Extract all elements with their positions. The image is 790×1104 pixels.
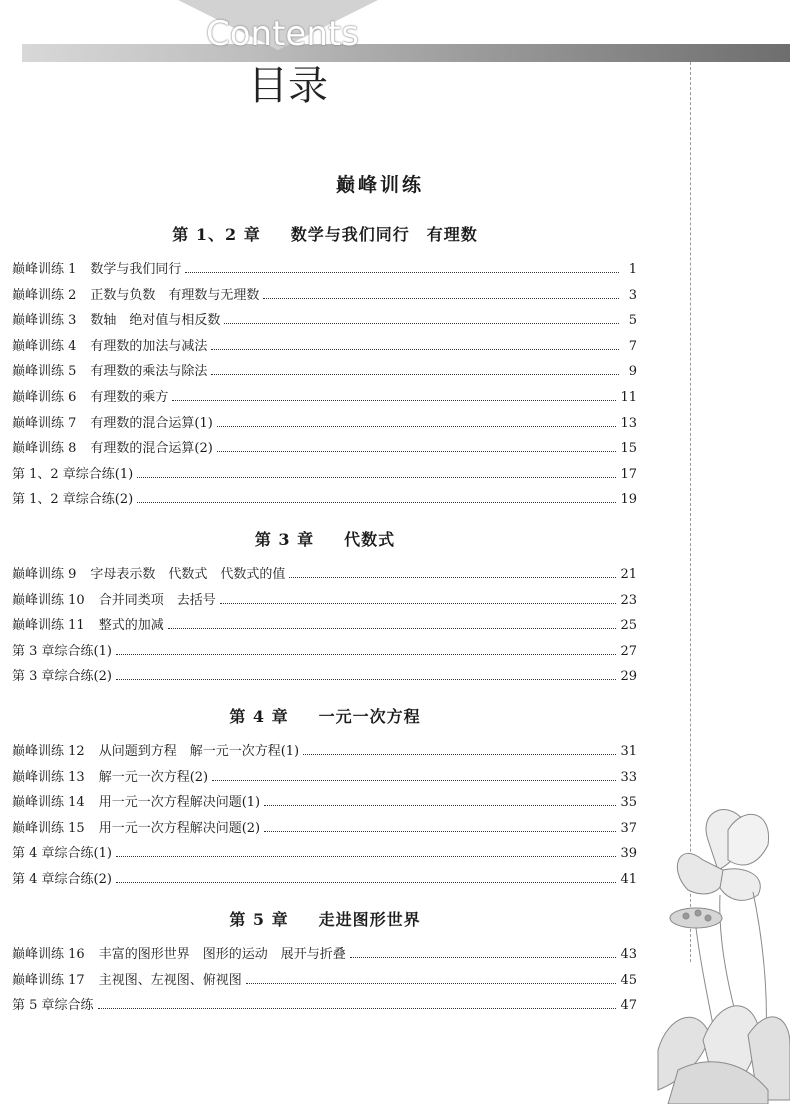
toc-entry-label: 巅峰训练 7: [12, 415, 77, 431]
chapter-name: 走进图形世界: [318, 910, 421, 929]
toc-entry[interactable]: [12, 665, 637, 687]
chapter-number: 第 5 章: [229, 910, 289, 929]
chapter-heading: [0, 222, 650, 245]
toc-page-number: 3: [628, 287, 637, 303]
toc-page-number: 5: [628, 313, 637, 329]
header-bar: [22, 44, 790, 62]
toc-entry[interactable]: [12, 740, 637, 762]
chapter-heading: [0, 704, 650, 727]
toc-entry[interactable]: [12, 284, 637, 306]
toc-entry-topic: 有理数的混合运算(1): [90, 415, 213, 431]
toc-entry-topic: 正数与负数 有理数与无理数: [90, 287, 260, 303]
toc-page-number: 41: [620, 872, 637, 887]
toc-leader-dots: [217, 425, 617, 427]
toc-entry-label: 巅峰训练 10: [12, 592, 85, 608]
toc-leader-dots: [137, 476, 616, 478]
toc-page-number: 19: [620, 492, 637, 508]
toc-page-number: 15: [620, 441, 637, 457]
toc-entry[interactable]: [12, 589, 637, 611]
toc-page-number: 13: [620, 415, 637, 431]
toc-page-number: 17: [620, 466, 637, 482]
toc-entry-topic: 丰富的图形世界 图形的运动 展开与折叠: [98, 947, 346, 962]
toc-leader-dots: [98, 1007, 617, 1009]
toc-entry[interactable]: [12, 463, 637, 485]
toc-leader-dots: [211, 348, 619, 350]
toc-leader-dots: [116, 881, 617, 883]
toc-entry-label: 第 5 章综合练: [12, 998, 94, 1014]
toc-entry-label: 第 3 章综合练(1): [12, 643, 112, 659]
toc-page-number: 7: [628, 338, 637, 354]
toc-leader-dots: [303, 753, 616, 755]
toc-leader-dots: [116, 678, 617, 680]
toc-leader-dots: [217, 450, 617, 452]
toc-entry[interactable]: [12, 817, 637, 839]
toc-entry[interactable]: [12, 640, 637, 662]
toc-page-number: 9: [628, 364, 637, 380]
toc-entry[interactable]: [12, 335, 637, 357]
toc-entry-label: 巅峰训练 13: [12, 769, 85, 785]
page-title: 目录: [248, 63, 328, 109]
toc-page-number: 43: [620, 947, 637, 962]
chapter-number: 第 4 章: [229, 707, 289, 726]
toc-entry-label: 第 1、2 章综合练(2): [12, 492, 134, 508]
toc-leader-dots: [137, 501, 616, 503]
toc-entry[interactable]: [12, 258, 637, 280]
toc-entry[interactable]: [12, 412, 637, 434]
lotus-illustration-icon: [648, 800, 790, 1104]
toc-leader-dots: [264, 804, 616, 806]
toc-entry-label: 巅峰训练 15: [12, 820, 85, 836]
toc-entry[interactable]: [12, 791, 637, 813]
toc-entry-topic: 用一元一次方程解决问题(1): [98, 795, 261, 811]
toc-entry-label: 第 4 章综合练(2): [12, 872, 112, 887]
toc-entry-topic: 从问题到方程 解一元一次方程(1): [98, 744, 300, 759]
toc-entry-topic: 数学与我们同行: [90, 262, 182, 277]
toc-entry-topic: 有理数的混合运算(2): [90, 441, 213, 457]
toc-entry-topic: 有理数的乘方: [90, 390, 169, 405]
toc-entry-topic: 主视图、左视图、俯视图: [98, 972, 242, 988]
toc-entry[interactable]: [12, 868, 637, 890]
toc-page-number: 45: [620, 972, 637, 988]
toc-entry[interactable]: [12, 994, 637, 1016]
toc-page-number: 39: [620, 846, 637, 862]
toc-leader-dots: [116, 855, 617, 857]
toc-leader-dots: [212, 779, 616, 781]
toc-entry-label: 巅峰训练 3: [12, 313, 77, 329]
toc-leader-dots: [350, 956, 617, 958]
toc-page-number: 47: [620, 998, 637, 1014]
toc-entry-topic: 有理数的乘法与除法: [90, 364, 208, 380]
toc-entry-label: 巅峰训练 14: [12, 795, 85, 811]
toc-entry-topic: 数轴 绝对值与相反数: [90, 313, 221, 329]
toc-entry-topic: 合并同类项 去括号: [98, 592, 216, 608]
toc-entry-topic: 解一元一次方程(2): [98, 769, 209, 785]
toc-entry[interactable]: [12, 614, 637, 636]
toc-page-number: 1: [628, 262, 637, 277]
chapter-number: 第 3 章: [254, 530, 315, 549]
toc-leader-dots: [263, 297, 619, 299]
toc-leader-dots: [220, 602, 617, 604]
toc-page-number: 23: [620, 592, 637, 608]
toc-entry[interactable]: [12, 969, 637, 991]
toc-leader-dots: [116, 653, 617, 655]
toc-entry-label: 巅峰训练 9: [12, 567, 77, 582]
toc-entry-label: 巅峰训练 8: [12, 441, 77, 457]
toc-page-number: 29: [620, 669, 637, 685]
chapter-name: 代数式: [344, 530, 396, 549]
section-title: 巅峰训练: [335, 174, 424, 196]
toc-entry-label: 第 4 章综合练(1): [12, 846, 112, 862]
toc-entry-label: 巅峰训练 6: [12, 390, 77, 405]
toc-entry[interactable]: [12, 360, 637, 382]
toc-entry-label: 巅峰训练 1: [12, 262, 77, 277]
toc-page-number: 25: [620, 618, 637, 634]
toc-leader-dots: [289, 576, 616, 578]
toc-entry[interactable]: [12, 386, 637, 408]
chapter-number: 第 1、2 章: [172, 225, 261, 244]
toc-entry-topic: 用一元一次方程解决问题(2): [98, 820, 261, 836]
toc-leader-dots: [172, 399, 616, 401]
toc-entry[interactable]: [12, 488, 637, 510]
contents-banner-word: Contents: [206, 14, 359, 54]
toc-page-number: 27: [620, 643, 637, 659]
toc-entry-topic: 有理数的加法与减法: [90, 338, 208, 354]
toc-entry[interactable]: [12, 842, 637, 864]
toc-page-number: 35: [620, 795, 637, 811]
toc-entry-label: 巅峰训练 12: [12, 744, 85, 759]
toc-leader-dots: [211, 373, 619, 375]
toc-entry-label: 巅峰训练 2: [12, 287, 77, 303]
toc-entry-label: 巅峰训练 16: [12, 947, 85, 962]
toc-entry-label: 巅峰训练 5: [12, 364, 77, 380]
toc-entry[interactable]: [12, 766, 637, 788]
toc-page-number: 37: [620, 820, 637, 836]
toc-entry-topic: 字母表示数 代数式 代数式的值: [90, 567, 286, 582]
chapter-name: 一元一次方程: [318, 707, 421, 726]
toc-entry-topic: 整式的加减: [98, 618, 164, 634]
toc-leader-dots: [224, 322, 619, 324]
toc-entry[interactable]: [12, 943, 637, 965]
toc-leader-dots: [168, 627, 617, 629]
toc-entry-label: 巅峰训练 4: [12, 338, 77, 354]
toc-page-number: 11: [620, 390, 637, 405]
toc-entry-label: 第 3 章综合练(2): [12, 669, 112, 685]
toc-page-number: 31: [620, 744, 637, 759]
toc-entry-label: 巅峰训练 17: [12, 972, 85, 988]
chapter-heading: [0, 527, 650, 550]
toc-entry[interactable]: [12, 437, 637, 459]
chapter-heading: [0, 907, 650, 930]
toc-page-number: 33: [620, 769, 637, 785]
toc-entry-label: 巅峰训练 11: [12, 618, 85, 634]
toc-leader-dots: [264, 830, 616, 832]
toc-entry[interactable]: [12, 309, 637, 331]
chapter-name: 数学与我们同行 有理数: [290, 225, 478, 244]
toc-leader-dots: [185, 271, 619, 273]
toc-page-number: 21: [620, 567, 637, 582]
toc-entry-label: 第 1、2 章综合练(1): [12, 466, 134, 482]
toc-leader-dots: [246, 982, 617, 984]
toc-entry[interactable]: [12, 563, 637, 585]
